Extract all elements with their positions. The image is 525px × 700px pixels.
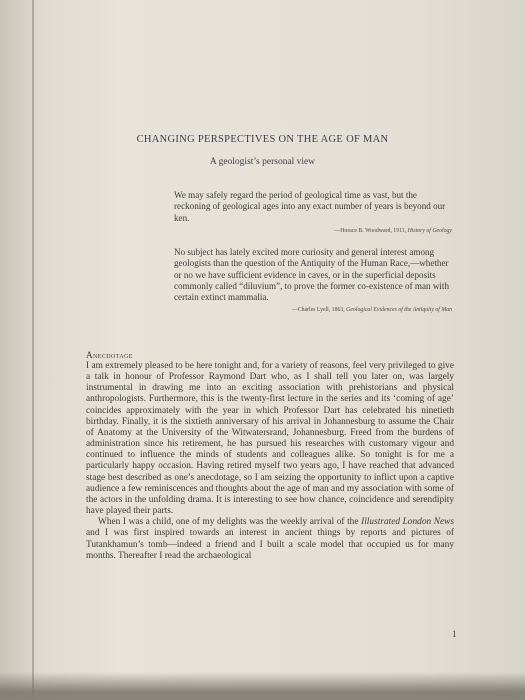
epigraph-attribution <box>174 305 452 316</box>
page-fold-edge <box>32 0 34 700</box>
paragraph-2 <box>86 517 454 562</box>
paragraph-2-start: When I was a child, one of my delights was the weekly arrival of the <box>98 517 359 528</box>
epigraph-source: History of Geology <box>407 227 452 234</box>
section-heading: Anecdotage <box>86 350 133 360</box>
paragraph-2-italic: Illustrated London News <box>361 517 454 528</box>
epigraph-author: —Horace B. Woodward, 1911, <box>334 227 407 234</box>
epigraph-text: We may safely regard the period of geological time as vast, but the reckoning of geological ages into any exact number of years is beyond our ken. <box>174 190 446 223</box>
epigraph-text: No subject has lately excited more curiosity and general interest among geologists than the question of the Antiquity of the Human Race,—whether or no we have sufficient evidence in caves, or in the superficial deposits commonly called “diluvium”, to prove the former co-existence of man with certain extinct mammalia. <box>174 247 449 303</box>
epigraph-source: Geological Evidences of the Antiquity of Man <box>346 307 452 314</box>
table-surface-edge <box>0 672 525 700</box>
page-subtitle: A geologist’s personal view <box>209 157 316 167</box>
epigraph-author: —Charles Lyell, 1863, <box>291 307 345 314</box>
epigraph-woodward <box>174 190 452 237</box>
page-title: CHANGING PERSPECTIVES ON THE AGE OF MAN <box>136 134 389 145</box>
epigraph-lyell <box>174 247 452 317</box>
page-number: 1 <box>452 629 457 639</box>
epigraph-attribution <box>174 226 452 237</box>
paragraph-1: I am extremely pleased to be here tonight and, for a variety of reasons, feel very privileged to give a talk in honour of Professor Raymond Dart who, as I shall tell you later on, was largely instrumental in drawing me into an exciting association with prehistorians and physical anthropologists. Furthermore, this is the twenty-first lecture in the series and its ‘coming of age’ coincides approximately with the year in which Professor Dart has celebrated his ninetieth birthday. Finally, it is the sixtieth anniversary of his arrival in Johannesburg to assume the Chair of Anatomy at the University of the Witwatersrand, Johannesburg. Freed from the burdens of administration since his retirement, he has pursued his researches with customary vigour and continued to influence the minds of students and colleagues alike. So tonight is for me a particularly happy occasion. Having retired myself two years ago, I have reached that advanced stage best described as one’s anecdotage, so I am seizing the opportunity to inflict upon a captive audience a few reminiscences and thoughts about the age of man and my association with some of the actors in the unfolding drama. It is interesting to see how chance, coincidence and serendipity have played their parts. <box>86 361 454 517</box>
body-text <box>86 361 454 562</box>
paragraph-2-end: and I was first inspired towards an interest in ancient things by reports and pictures of Tutankhamun’s tomb—indeed a friend and I built a scale model that occupied us for many months. Thereafter I read the archaeological <box>86 528 454 561</box>
